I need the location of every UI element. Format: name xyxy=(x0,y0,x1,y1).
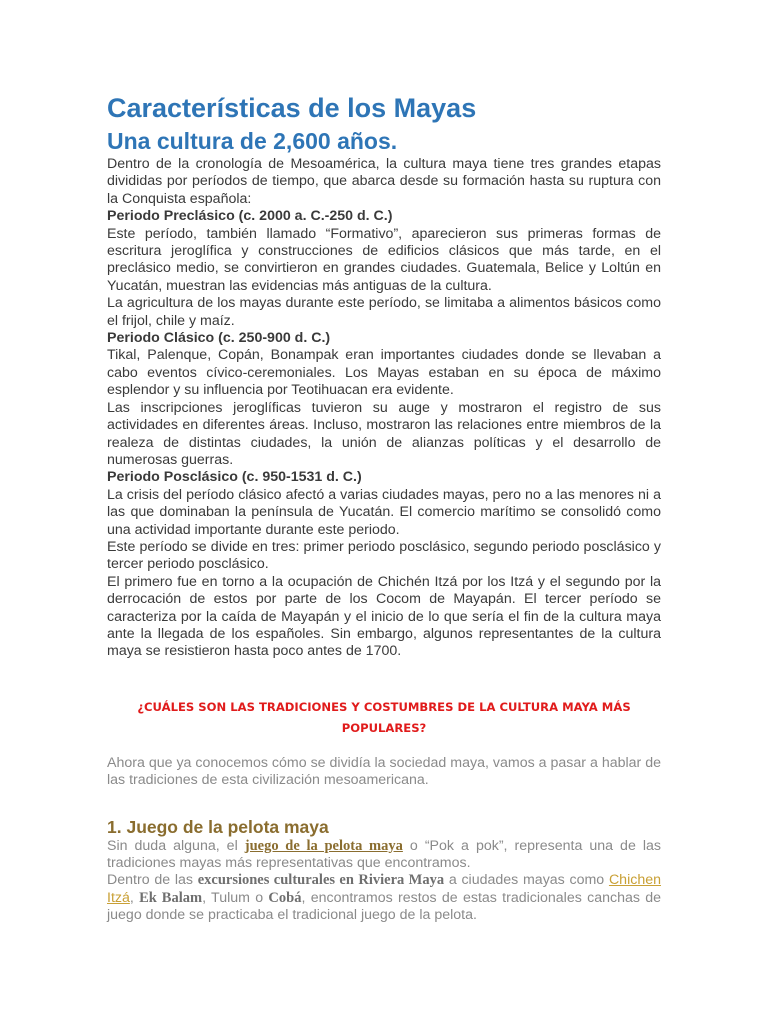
page-title: Características de los Mayas xyxy=(107,93,477,123)
tradiciones-heading: ¿CUÁLES SON LAS TRADICIONES Y COSTUMBRES DE LA CULTURA MAYA MÁS POPULARES? xyxy=(137,699,631,735)
chichen-itza-link[interactable]: Chichen Itzá xyxy=(107,872,661,906)
preclasico-heading: Periodo Preclásico (c. 2000 a. C.-250 d. C.) xyxy=(107,208,393,225)
clasico-paragraph-1: Tikal, Palenque, Copán, Bonampak eran importantes ciudades donde se llevaban a cabo eventos cívico-ceremoniales. Los Mayas estaban en su época de máximo esplendor y su influencia por Teotihuacan era evidente. xyxy=(107,347,661,399)
tradiciones-intro: Ahora que ya conocemos cómo se dividía la sociedad maya, vamos a pasar a hablar de las tradiciones de esta civilización mesoamericana. xyxy=(107,754,661,789)
juego-heading: 1. Juego de la pelota maya xyxy=(107,816,329,837)
posclasico-paragraph-3: El primero fue en torno a la ocupación de Chichén Itzá por los Itzá y el segundo por la derrocación de estos por parte de los Cocom de Mayapán. El tercer período se caracteriza por la caída de Mayapán y el inicio de lo que sería el fin de la cultura maya ante la llegada de los españoles. Sin embargo, algunos representantes de la cultura maya se resistieron hasta poco antes de 1700. xyxy=(107,573,661,660)
juego-p2-post: , encontramos restos de estas tradicionales canchas de juego donde se practicaba el tradicional juego de la pelota. xyxy=(107,889,662,924)
posclasico-paragraph-2: Este período se divide en tres: primer periodo posclásico, segundo periodo posclásico y tercer periodo posclásico. xyxy=(107,538,661,573)
coba-text: Cobá xyxy=(268,889,302,906)
juego-pelota-link[interactable]: juego de la pelota maya xyxy=(244,837,403,854)
juego-p1-post: o “Pok a pok”, representa una de las tradiciones mayas más representativas que encontramos. xyxy=(107,837,661,871)
history-section xyxy=(107,156,661,661)
preclasico-paragraph-1: Este período, también llamado “Formativo”, aparecieron sus primeras formas de escritura jeroglífica y construcciones de edificios clásicos que más tarde, en el preclásico medio, se convirtieron en grandes ciudades. Guatemala, Belice y Loltún en Yucatán, muestran las evidencias más antiguas de la cultura. xyxy=(107,225,661,294)
juego-paragraph-2 xyxy=(107,872,661,924)
preclasico-paragraph-2: La agricultura de los mayas durante este período, se limitaba a alimentos básicos como el frijol, chile y maíz. xyxy=(107,295,661,329)
clasico-heading: Periodo Clásico (c. 250-900 d. C.) xyxy=(107,330,331,347)
ek-balam-text: Ek Balam xyxy=(139,889,203,906)
document-page xyxy=(107,90,661,925)
posclasico-heading: Periodo Posclásico (c. 950-1531 d. C.) xyxy=(107,469,362,486)
juego-paragraph-1 xyxy=(107,838,661,873)
juego-p2-mid: a ciudades mayas como xyxy=(444,872,609,889)
juego-p2-sep2: , Tulum o xyxy=(202,889,269,906)
intro-paragraph: Dentro de la cronología de Mesoamérica, la cultura maya tiene tres grandes etapas divididas por períodos de tiempo, que abarca desde su formación hasta su ruptura con la Conquista española: xyxy=(107,156,661,207)
juego-p2-pre: Dentro de las xyxy=(107,872,198,889)
juego-p2-sep1: , xyxy=(129,889,140,906)
juego-p1-pre: Sin duda alguna, el xyxy=(107,837,245,854)
posclasico-paragraph-1: La crisis del período clásico afectó a varias ciudades mayas, pero no a las menores ni a las que dominaban la península de Yucatán. El comercio marítimo se consolidó como una actividad importante durante este periodo. xyxy=(107,486,661,538)
excursiones-text: excursiones culturales en Riviera Maya xyxy=(197,872,445,889)
page-subtitle: Una cultura de 2,600 años. xyxy=(107,128,398,154)
clasico-paragraph-2: Las inscripciones jeroglíficas tuvieron su auge y mostraron el registro de sus actividades en diferentes áreas. Incluso, mostraron las relaciones entre miembros de la realeza de distintas ciudades, la unión de alianzas políticas y el desarrollo de numerosas guerras. xyxy=(107,399,661,468)
